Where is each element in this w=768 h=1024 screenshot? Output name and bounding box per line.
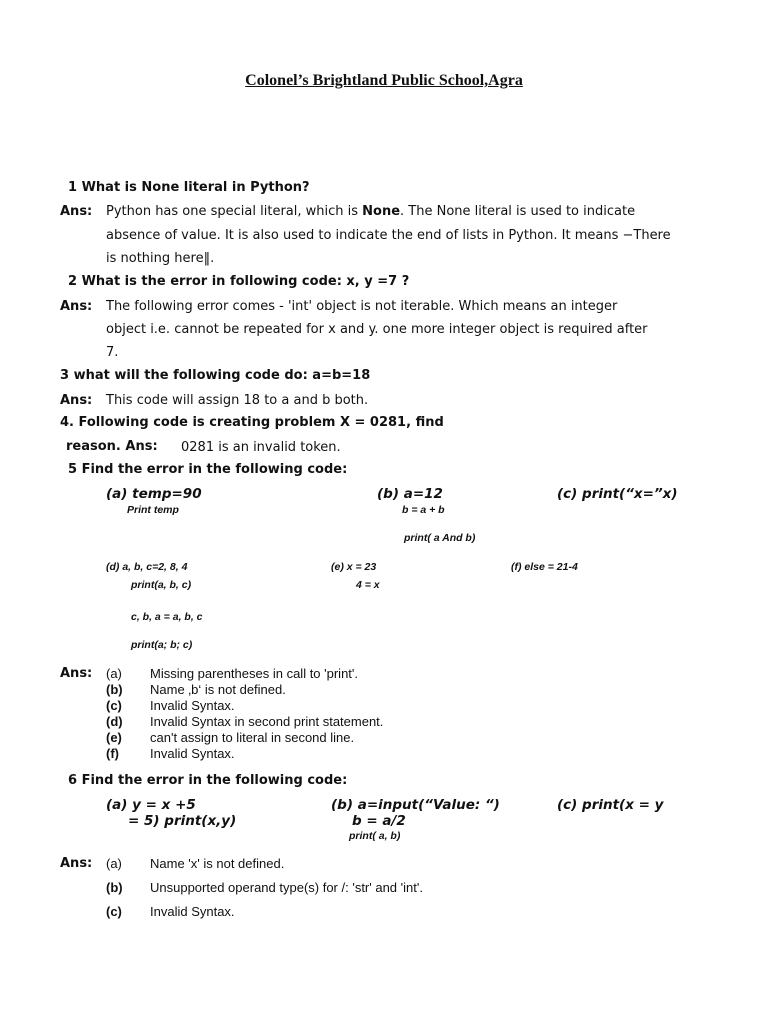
code-5d-line-1: (d) a, b, c=2, 8, 4 xyxy=(106,561,188,573)
answer-5d-label: (d) xyxy=(106,714,123,729)
answer-5f-text: Invalid Syntax. xyxy=(150,746,235,761)
answer-6b-label: (b) xyxy=(106,880,123,895)
answer-1-line-1 xyxy=(106,200,635,223)
answer-1-text-b: . The None literal is used to indicate xyxy=(400,204,636,219)
code-5b-line-2: b = a + b xyxy=(402,504,445,516)
question-3: 3 what will the following code do: a=b=18 xyxy=(60,368,371,383)
answer-3: This code will assign 18 to a and b both. xyxy=(106,393,369,408)
answer-6a-label: (a) xyxy=(106,856,122,871)
answer-2-line-3: 7. xyxy=(106,345,119,360)
answer-5f-label: (f) xyxy=(106,746,119,761)
code-5d-line-4: print(a; b; c) xyxy=(131,639,193,651)
answer-2-line-1: The following error comes - 'int' object is not iterable. Which means an integer xyxy=(106,299,618,314)
code-6b-line-2: b = a/2 xyxy=(352,813,406,829)
answer-5c-text: Invalid Syntax. xyxy=(150,698,235,713)
answer-6a-text: Name 'x' is not defined. xyxy=(150,856,285,871)
answer-5c-label: (c) xyxy=(106,698,122,713)
code-6b-line-3: print( a, b) xyxy=(349,830,401,842)
answer-5b-text: Name ‚b‘ is not defined. xyxy=(150,682,286,697)
answer-6c-text: Invalid Syntax. xyxy=(150,904,235,919)
answer-6c-label: (c) xyxy=(106,904,122,919)
answer-5d-text: Invalid Syntax in second print statement. xyxy=(150,714,384,729)
code-6c-line-1: (c) print(x = y xyxy=(557,797,664,813)
question-1: 1 What is None literal in Python? xyxy=(68,180,310,195)
answer-label-2: Ans: xyxy=(60,299,93,314)
question-5: 5 Find the error in the following code: xyxy=(68,462,348,477)
code-5c-line-1: (c) print(“x=”x) xyxy=(557,486,678,502)
answer-5a-label: (a) xyxy=(106,666,122,681)
code-5a-line-1: (a) temp=90 xyxy=(106,486,202,502)
code-5b-line-3: print( a And b) xyxy=(404,532,476,544)
code-5d-line-3: c, b, a = a, b, c xyxy=(131,611,203,623)
answer-1-text-a: Python has one special literal, which is xyxy=(106,204,363,219)
answer-5e-text: can't assign to literal in second line. xyxy=(150,730,355,745)
answer-2-line-2: object i.e. cannot be repeated for x and y. one more integer object is required after xyxy=(106,322,648,337)
answer-label-6: Ans: xyxy=(60,856,93,871)
code-5e-line-2: 4 = x xyxy=(356,579,380,591)
code-6b-line-1: (b) a=input(“Value: “) xyxy=(331,797,500,813)
code-5d-line-2: print(a, b, c) xyxy=(131,579,192,591)
code-5a-line-2: Print temp xyxy=(127,504,179,516)
question-2: 2 What is the error in following code: x, y =7 ? xyxy=(68,274,410,289)
answer-label-3: Ans: xyxy=(60,393,93,408)
answer-5e-label: (e) xyxy=(106,730,122,745)
question-4: 4. Following code is creating problem X = 0281, find xyxy=(60,415,444,430)
page-title: Colonel’s Brightland Public School,Agra xyxy=(245,72,523,89)
answer-label-5: Ans: xyxy=(60,666,93,681)
code-6a-line-1: (a) y = x +5 xyxy=(106,797,196,813)
code-5b-line-1: (b) a=12 xyxy=(377,486,443,502)
code-6a-line-2: = 5) print(x,y) xyxy=(128,813,237,829)
question-6: 6 Find the error in the following code: xyxy=(68,773,348,788)
answer-label-4: reason. Ans: xyxy=(66,439,158,454)
answer-6b-text: Unsupported operand type(s) for /: 'str' and 'int'. xyxy=(150,880,423,895)
code-5f-line-1: (f) else = 21-4 xyxy=(511,561,578,573)
answer-5a-text: Missing parentheses in call to 'print'. xyxy=(150,666,359,681)
answer-1-line-3: is nothing here‖. xyxy=(106,251,215,266)
answer-1-bold: None xyxy=(362,204,401,219)
code-5e-line-1: (e) x = 23 xyxy=(331,561,377,573)
answer-5b-label: (b) xyxy=(106,682,123,697)
answer-label-1: Ans: xyxy=(60,204,93,219)
answer-1-line-2: absence of value. It is also used to indicate the end of lists in Python. It means −There xyxy=(106,228,671,243)
answer-4: 0281 is an invalid token. xyxy=(181,440,341,455)
